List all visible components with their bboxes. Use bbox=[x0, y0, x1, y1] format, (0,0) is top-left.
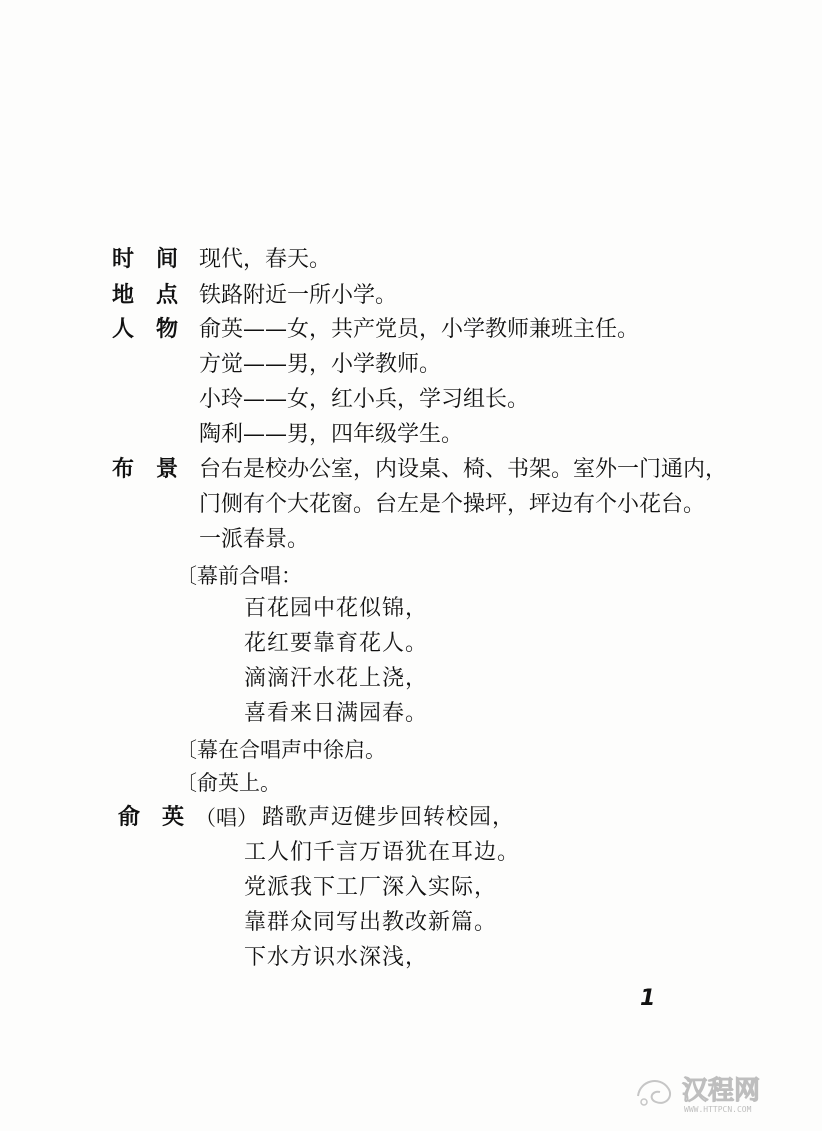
chorus-line: 花红要靠育花人。 bbox=[244, 631, 429, 656]
song-line: 党派我下工厂深入实际， bbox=[244, 875, 498, 900]
scene-line: 门侧有个大花窗。台左是个操坪，坪边有个小花台。 bbox=[199, 492, 706, 517]
character-line: 陶利——男，四年级学生。 bbox=[199, 422, 464, 447]
time-value: 现代，春天。 bbox=[199, 247, 332, 272]
chorus-line: 滴滴汗水花上浇， bbox=[244, 666, 429, 691]
song-line: 靠群众同写出教改新篇。 bbox=[244, 910, 498, 935]
character-line: 方觉——男，小学教师。 bbox=[199, 352, 442, 377]
watermark-url: WWW.HTTPCN.COM bbox=[684, 1105, 752, 1114]
scene-line: 一派春景。 bbox=[199, 527, 310, 552]
chorus-line: 喜看来日满园春。 bbox=[244, 701, 429, 726]
watermark-logo bbox=[630, 1066, 810, 1116]
page-number: 1 bbox=[640, 986, 656, 1011]
chorus-line: 百花园中花似锦， bbox=[244, 596, 429, 621]
speaker-label: 俞英 bbox=[118, 805, 207, 830]
scene-line: 台右是校办公室，内设桌、椅、书架。室外一门通内， bbox=[199, 457, 728, 482]
place-label: 地点 bbox=[112, 283, 201, 308]
song-line: 下水方识水深浅， bbox=[244, 945, 429, 970]
characters-label: 人物 bbox=[112, 317, 201, 342]
stage-direction-chorus: 〔幕前合唱： bbox=[176, 564, 302, 588]
character-line: 小玲——女，红小兵，学习组长。 bbox=[199, 387, 530, 412]
time-label: 时间 bbox=[112, 247, 201, 272]
song-line: 踏歌声迈健步回转校园， bbox=[262, 805, 516, 830]
stage-direction-enter: 〔俞英上。 bbox=[176, 771, 281, 795]
watermark-text: 汉程网 bbox=[682, 1076, 761, 1106]
scene-label: 布景 bbox=[112, 457, 201, 482]
stage-direction-curtain: 〔幕在合唱声中徐启。 bbox=[176, 738, 386, 762]
character-line: 俞英——女，共产党员，小学教师兼班主任。 bbox=[199, 317, 640, 342]
song-line: 工人们千言万语犹在耳边。 bbox=[244, 840, 521, 865]
sing-cue: （唱） bbox=[195, 806, 258, 830]
place-value: 铁路附近一所小学。 bbox=[199, 283, 398, 308]
